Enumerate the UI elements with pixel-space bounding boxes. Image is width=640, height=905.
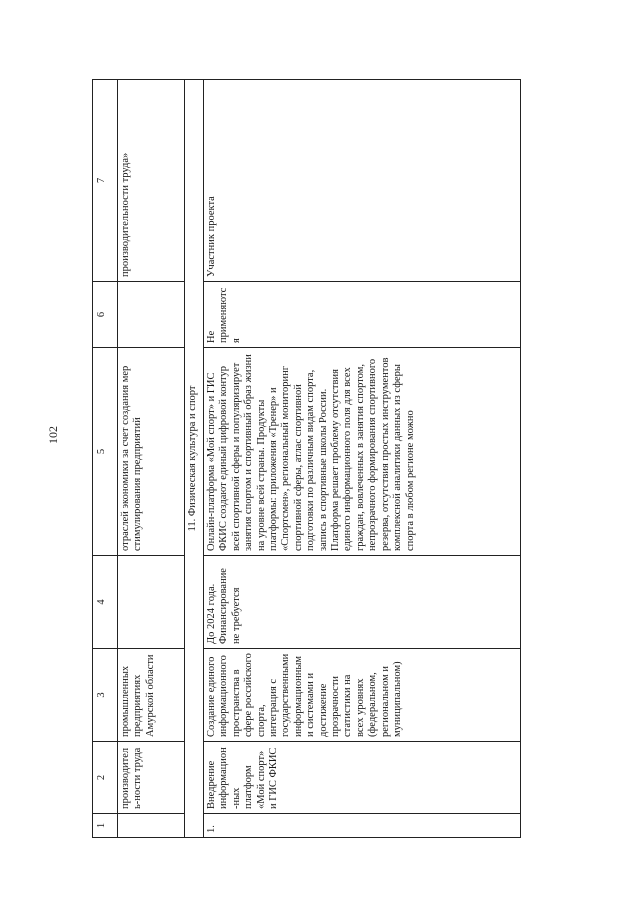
- measure-name: Внедрение информацион-ных платформ «Мой спорт» и ГИС ФКИС: [204, 742, 521, 814]
- table-cell: [118, 556, 185, 649]
- measures-table: [92, 79, 521, 838]
- measure-goal: Создание единого информационного пространства в сфере российского спорта, интеграция с государственными информационными системами и достижение прозрачности статистики на всех уровнях (федеральном, региональном и муниципальном): [204, 649, 521, 742]
- row-number: 1.: [204, 814, 521, 838]
- measure-applicability: Не применяются: [204, 282, 521, 348]
- column-number: 7: [93, 80, 118, 282]
- section-row: [185, 80, 204, 838]
- table-cell: [118, 282, 185, 348]
- measure-description: Онлайн-платформа «Мой спорт» и ГИС ФКИС создают единый цифровой контур всей спортивной сферы и популяризирует занятия спортом и спортивный образ жизни на уровне всей страны. Продукты платформы: приложения «Тренер» и «Спортсмен», региональный мониторинг спортивной сферы, атлас спортивной подготовки по различным видам спорта, запись в спортивные школы России. Платформа решает проблему отсутствия единого информационного поля для всех граждан, вовлеченных в занятия спортом, непрозрачного формирования спортивного резерва, отсутствия простых инструментов комплексной аналитики данных из сферы спорта в любом регионе можно: [204, 348, 521, 556]
- column-number: 5: [93, 348, 118, 556]
- section-title: 11. Физическая культура и спорт: [185, 80, 204, 838]
- table-cell: производительности труда»: [118, 80, 185, 282]
- column-number: 4: [93, 556, 118, 649]
- table-row: [118, 80, 185, 838]
- column-number: 1: [93, 814, 118, 838]
- table-cell: промышленных предприятиях Амурской области: [118, 649, 185, 742]
- table-cell: [118, 814, 185, 838]
- column-number: 3: [93, 649, 118, 742]
- column-number-row: [93, 80, 118, 838]
- table-cell: отраслей экономики за счет создания мер стимулирования предприятий: [118, 348, 185, 556]
- column-number: 6: [93, 282, 118, 348]
- column-number: 2: [93, 742, 118, 814]
- table-cell: производитель-ности труда: [118, 742, 185, 814]
- measure-deadline: До 2024 года. Финансирование не требуется: [204, 556, 521, 649]
- page-number: 102: [46, 426, 60, 444]
- table-row: [204, 80, 521, 838]
- measure-participant: Участник проекта: [204, 80, 521, 282]
- rotated-table-container: [92, 80, 563, 838]
